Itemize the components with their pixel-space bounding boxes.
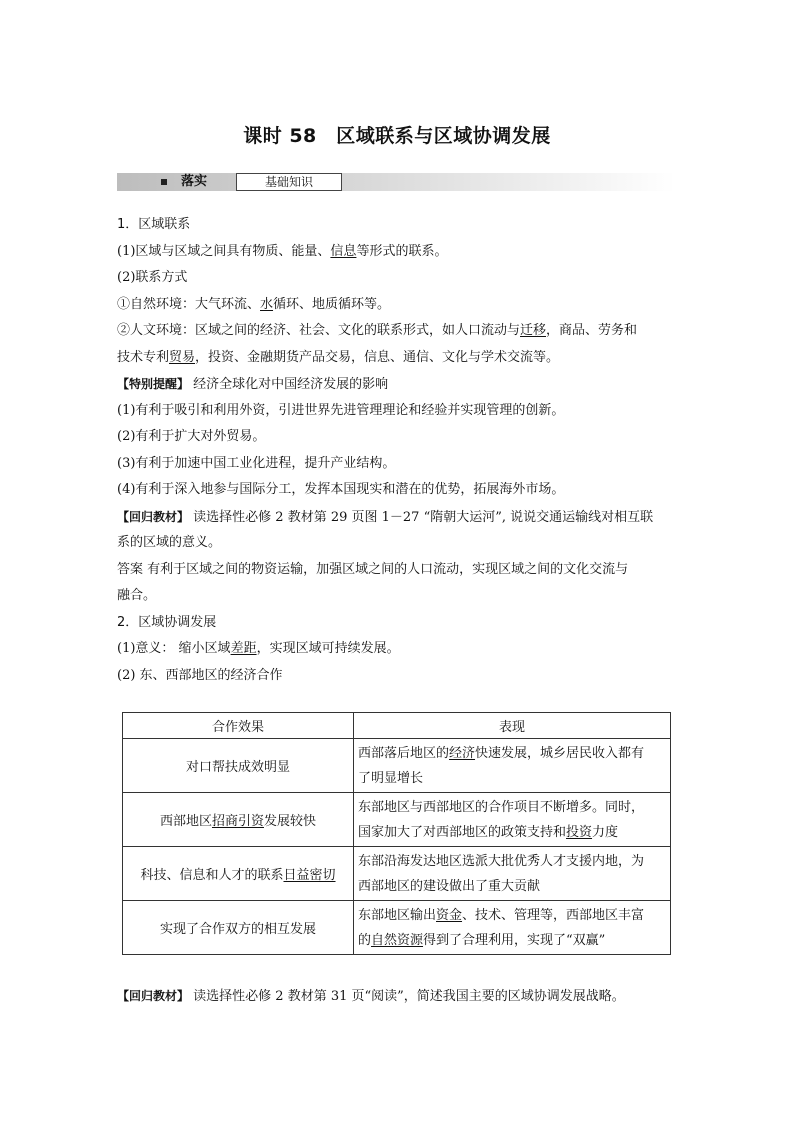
banner-tab-label: 基础知识: [236, 173, 342, 191]
text: 东部地区与西部地区的合作项目不断增多。同时，: [358, 799, 645, 815]
text: (1)意义： 缩小区域: [117, 641, 231, 656]
expression-cell: [354, 739, 671, 793]
underlined-term: 贸易: [169, 349, 196, 365]
cell-line: [358, 741, 666, 766]
section2-heading: 2．区域协调发展: [117, 614, 217, 630]
paragraph: (2) 东、西部地区的经济合作: [117, 667, 283, 683]
table-row: [123, 901, 671, 955]
cell-line: [358, 928, 666, 953]
underlined-term: 自然资源: [371, 932, 424, 948]
text: 西部地区的建设做出了重大贡献: [358, 878, 541, 894]
text: ①自然环境：大气环流、: [117, 296, 261, 312]
text: 对口帮扶成效明显: [185, 760, 290, 775]
paragraph: [117, 636, 679, 663]
expression-cell: [354, 793, 671, 847]
paragraph: [117, 239, 679, 266]
expression-cell: [354, 901, 671, 955]
cell-line: [358, 874, 666, 899]
underlined-term: 资金: [436, 907, 463, 923]
table-row: [123, 739, 671, 793]
banner-section-label: 落实: [181, 174, 208, 189]
cell-line: [358, 820, 666, 845]
underlined-term: 差距: [230, 641, 257, 656]
paragraph: [117, 345, 679, 372]
text: (1)区域与区域之间具有物质、能量、: [117, 243, 331, 259]
section1-heading: 1．区域联系: [117, 217, 191, 232]
cooperation-table: [122, 712, 671, 955]
text: 国家加大了对西部地区的政策支持和: [358, 824, 567, 840]
paragraph: [117, 292, 679, 319]
underlined-term: 信息: [330, 243, 357, 259]
text: 的: [358, 932, 372, 948]
text: ，商品、劳务和: [546, 323, 638, 338]
underlined-term: 日益密切: [283, 868, 336, 883]
underlined-term: 水: [260, 296, 274, 312]
main-content: [117, 212, 679, 689]
cell-line: [358, 849, 666, 874]
text: 西部落后地区的: [358, 745, 450, 761]
paragraph: (2)联系方式: [117, 270, 188, 285]
return-textbook-1: [117, 504, 679, 531]
text: 发展较快: [264, 814, 317, 829]
effect-cell: [123, 793, 354, 847]
text: ，投资、金融期货产品交易，信息、通信、文化与学术交流等。: [195, 349, 560, 365]
tip-tag: 【特别提醒】: [117, 377, 190, 391]
answer: [117, 557, 679, 584]
text: 西部地区: [159, 814, 212, 829]
answer-text-cont: 融合。: [117, 588, 157, 603]
text: 循环、地质循环等。: [273, 296, 391, 312]
text: 快速发展，城乡居民收入都有: [475, 745, 645, 761]
cell-line: [358, 766, 666, 791]
return-tag: 【回归教材】: [117, 989, 190, 1003]
section-banner: [117, 173, 675, 191]
return-textbook-2: [117, 985, 679, 1004]
column-header: 表现: [354, 713, 671, 739]
answer-label: 答案: [117, 561, 144, 577]
table-header-row: [123, 713, 671, 739]
text: 了明显增长: [358, 770, 424, 786]
text: 东部沿海发达地区选派大批优秀人才支援内地，为: [358, 853, 645, 869]
effect-cell: [123, 901, 354, 955]
tip-item: (4)有利于深入地参与国际分工，发挥本国现实和潜在的优势，拓展海外市场。: [117, 482, 565, 497]
return-text: 读选择性必修 2 教材第 29 页图 1－27 “隋朝大运河”, 说说交通运输线对相互联: [193, 509, 654, 525]
expression-cell: [354, 847, 671, 901]
tip-title: 经济全球化对中国经济发展的影响: [193, 377, 389, 392]
return-tag: 【回归教材】: [117, 509, 190, 524]
effect-cell: [123, 847, 354, 901]
text: 科技、信息和人才的联系: [140, 868, 284, 883]
table-row: [123, 847, 671, 901]
return-text-cont: 系的区域的意义。: [117, 535, 222, 550]
effect-cell: [123, 739, 354, 793]
column-header: 合作效果: [123, 713, 354, 739]
paragraph: [117, 318, 679, 345]
underlined-term: 迁移: [520, 323, 547, 338]
tip-item: (3)有利于加速中国工业化进程，提升产业结构。: [117, 455, 396, 471]
page-title: 课时 58 区域联系与区域协调发展: [243, 125, 551, 147]
text: 得到了合理利用，实现了“双赢”: [423, 932, 606, 948]
cell-line: [358, 795, 666, 820]
text: ②人文环境：区域之间的经济、社会、文化的联系形式，如人口流动与: [117, 323, 521, 338]
underlined-term: 招商引资: [211, 814, 264, 829]
text: 力度: [592, 824, 619, 840]
square-bullet-icon: [161, 179, 167, 185]
cell-line: [358, 903, 666, 928]
tip-item: (2)有利于扩大对外贸易。: [117, 429, 266, 444]
answer-text: 有利于区域之间的物资运输，加强区域之间的人口流动，实现区域之间的文化交流与: [147, 561, 629, 577]
text: 东部地区输出: [358, 907, 437, 923]
text: 、技术、管理等，西部地区丰富: [462, 907, 645, 923]
text: ，实现区域可持续发展。: [256, 641, 400, 656]
return-text: 读选择性必修 2 教材第 31 页“阅读”，简述我国主要的区域协调发展战略。: [193, 989, 625, 1004]
text: 实现了合作双方的相互发展: [159, 922, 316, 937]
tip-item: (1)有利于吸引和利用外资，引进世界先进管理理论和经验并实现管理的创新。: [117, 402, 565, 418]
table-row: [123, 793, 671, 847]
underlined-term: 投资: [566, 824, 593, 840]
text: 等形式的联系。: [356, 243, 448, 259]
underlined-term: 经济: [449, 745, 476, 761]
tip-heading: [117, 371, 679, 398]
text: 技术专利: [117, 349, 170, 365]
